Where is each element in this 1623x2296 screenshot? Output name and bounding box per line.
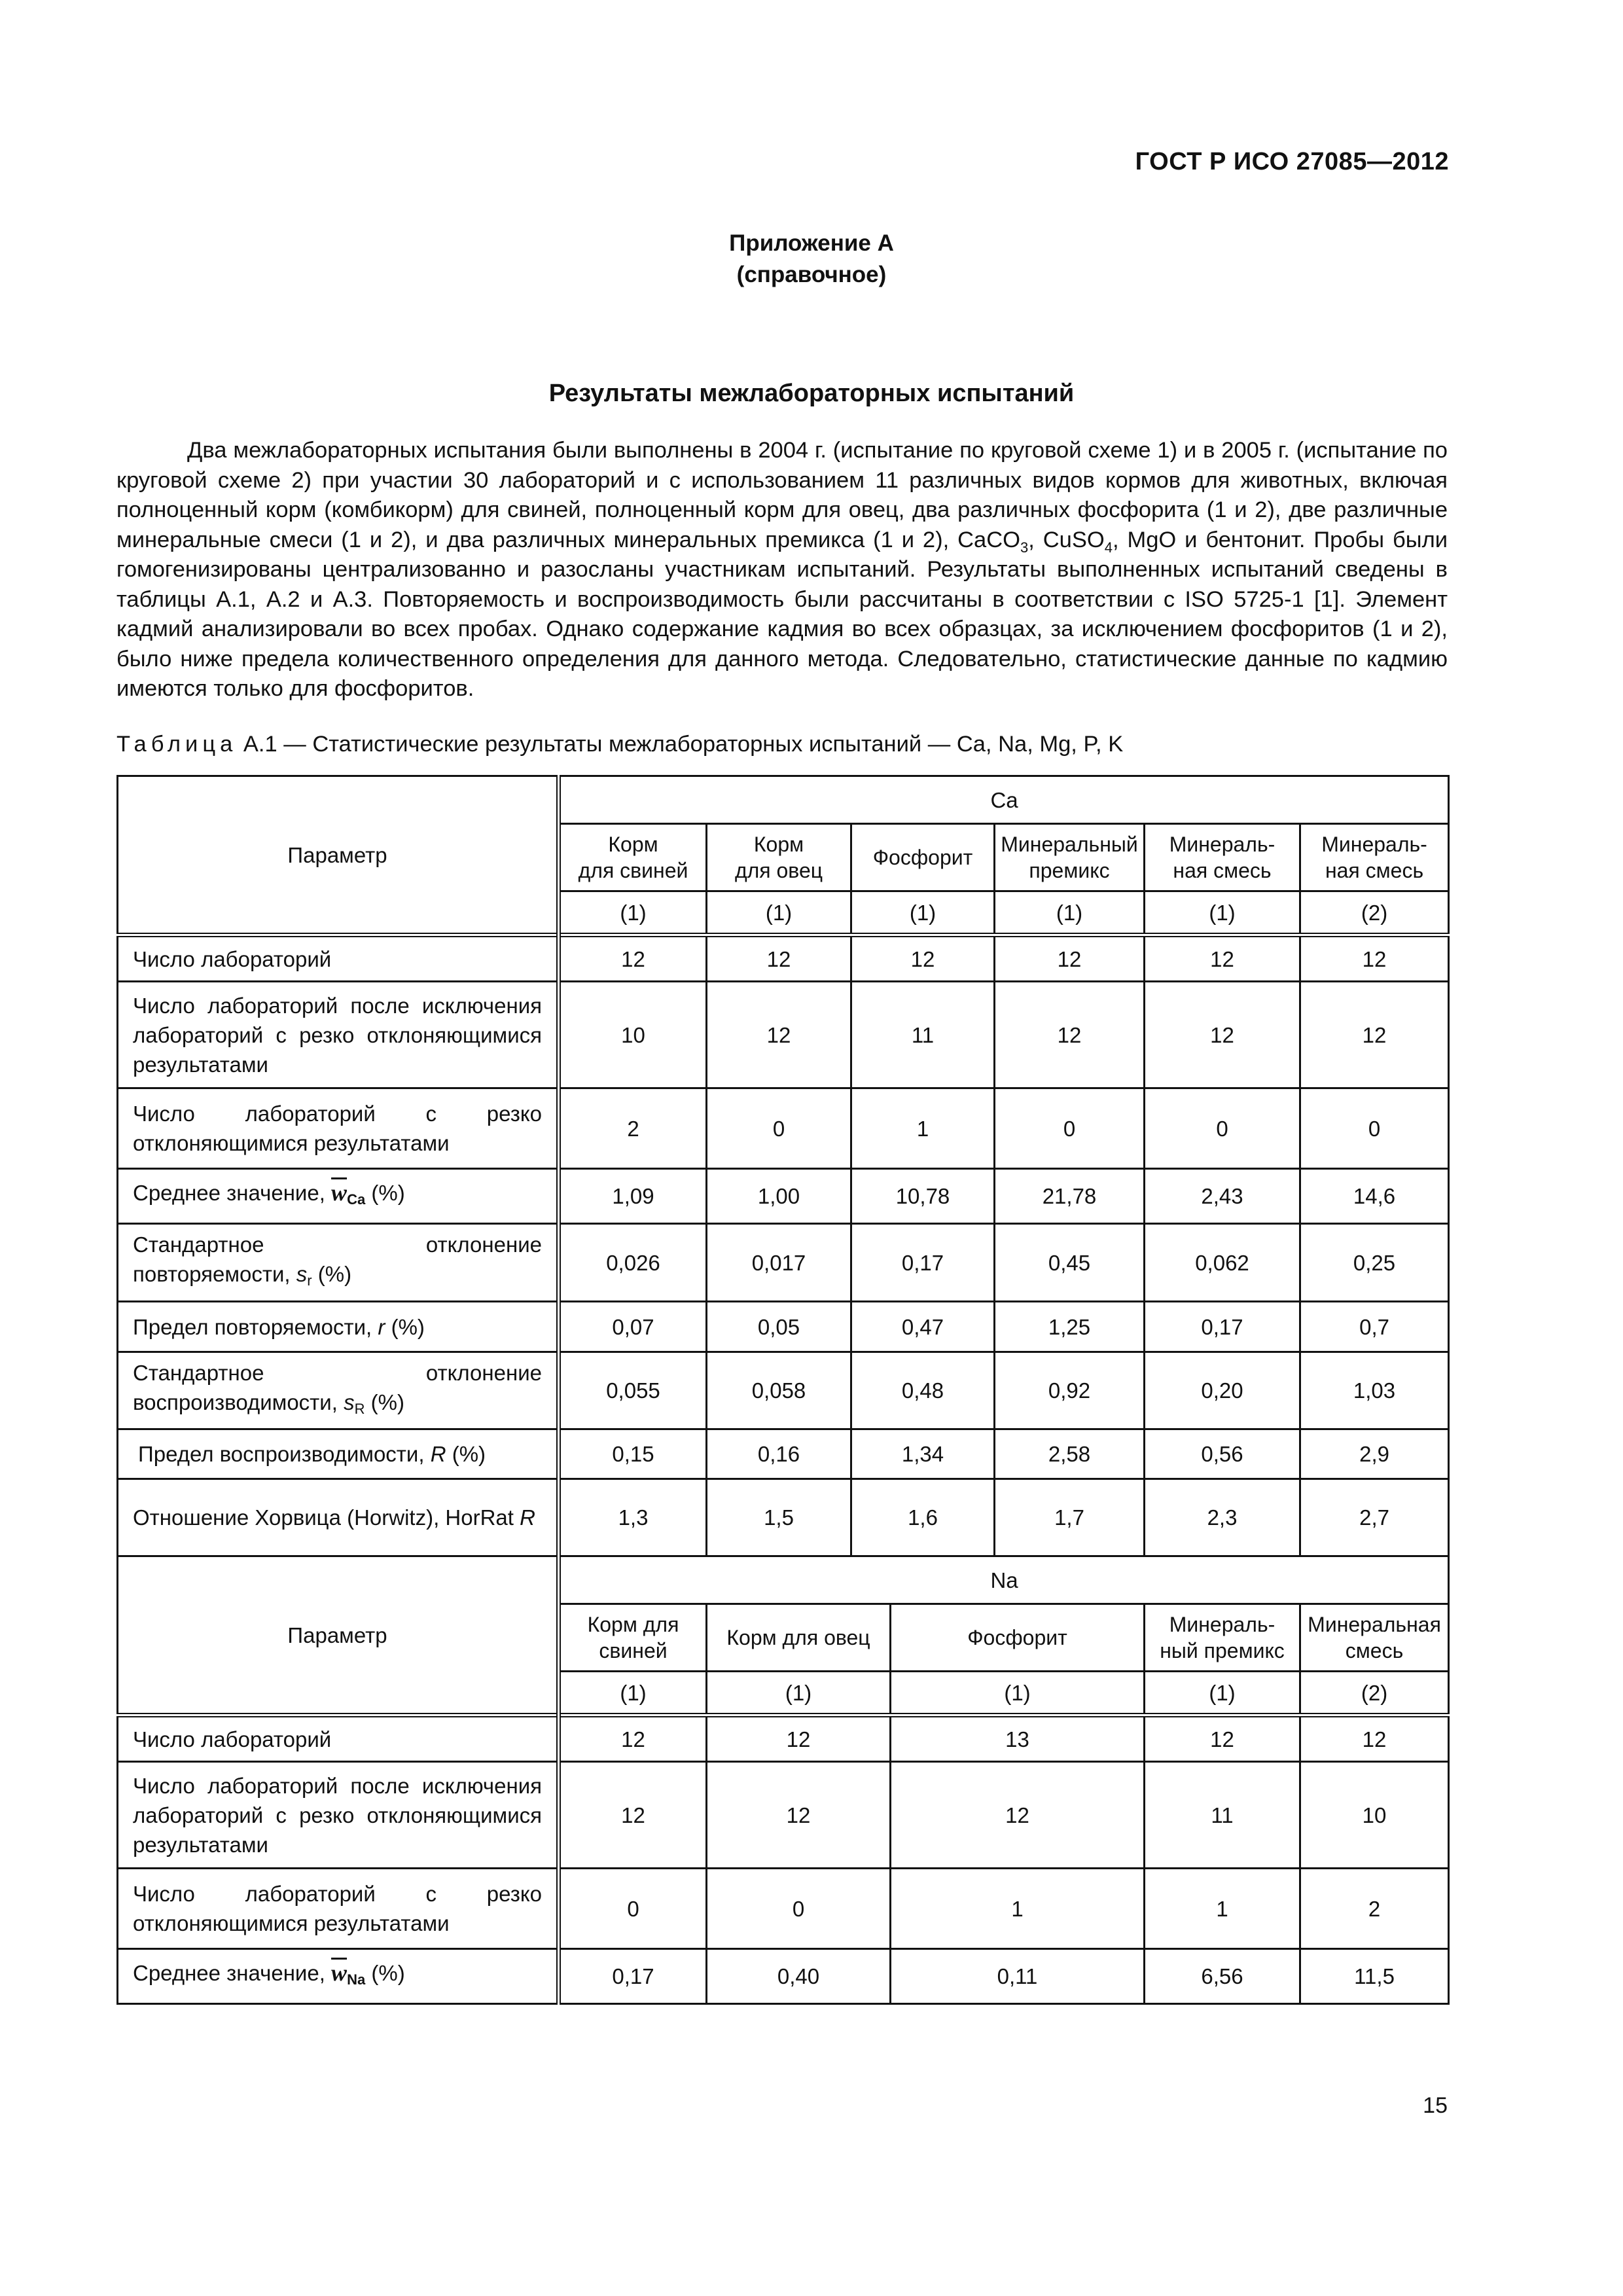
row-label: Стандартное отклонение повторяемости, sr (%)	[118, 1224, 559, 1302]
na-scheme-cell: (1)	[1145, 1672, 1300, 1715]
cell: 0,07	[559, 1302, 707, 1352]
results-table-wrapper	[116, 775, 1448, 2005]
na-col-header: Минераль- ный премикс	[1145, 1604, 1300, 1672]
cell: 2,43	[1145, 1169, 1300, 1224]
cell: 11,5	[1300, 1949, 1449, 2004]
ca-element-header: Ca	[559, 776, 1449, 824]
cell: 12	[1300, 935, 1449, 982]
row-label: Число лабораторий	[118, 1715, 559, 1762]
cell: 1,00	[707, 1169, 851, 1224]
ca-col-header: Корм для свиней	[559, 824, 707, 891]
na-col-header: Фосфорит	[891, 1604, 1145, 1672]
cell: 12	[851, 935, 995, 982]
cell: 12	[559, 1715, 707, 1762]
row-label: Число лабораторий с резко отклоняющимися результатами	[118, 1869, 559, 1949]
results-table	[116, 775, 1450, 2005]
row-label: Число лабораторий	[118, 935, 559, 982]
section-title: Результаты межлабораторных испытаний	[548, 380, 1075, 407]
ca-col-header: Минераль- ная смесь	[1300, 824, 1449, 891]
table-row	[118, 1169, 1449, 1224]
cell: 1,6	[851, 1479, 995, 1556]
cell: 0	[1300, 1088, 1449, 1169]
na-col-header: Корм для свиней	[559, 1604, 707, 1672]
cell: 12	[1145, 982, 1300, 1088]
table-row	[118, 1762, 1449, 1869]
cell: 1,09	[559, 1169, 707, 1224]
table-row	[118, 935, 1449, 982]
cell: 0,017	[707, 1224, 851, 1302]
cell: 1,5	[707, 1479, 851, 1556]
cell: 12	[707, 1715, 891, 1762]
na-scheme-cell: (1)	[559, 1672, 707, 1715]
cell: 1,25	[995, 1302, 1145, 1352]
cell: 0,062	[1145, 1224, 1300, 1302]
param-header: Параметр	[118, 776, 559, 935]
table-row	[118, 1949, 1449, 2004]
cell: 0,17	[559, 1949, 707, 2004]
page-number: 15	[1423, 2093, 1448, 2118]
table-row	[118, 1224, 1449, 1302]
row-label: Число лабораторий после исключения лабораторий с резко отклоняющимися результатами	[118, 982, 559, 1088]
table-caption: Таблица А.1 — Статистические результаты межлабораторных испытаний — Ca, Na, Mg, P, K	[116, 732, 1124, 757]
annex-kind: (справочное)	[736, 262, 887, 287]
ca-scheme-cell: (1)	[1145, 891, 1300, 935]
row-label: Среднее значение, $\overline{w}_{Na}$ (%)	[118, 1949, 559, 2004]
cell: 0,56	[1145, 1429, 1300, 1479]
ca-col-header: Корм для овец	[707, 824, 851, 891]
ca-col-header: Фосфорит	[851, 824, 995, 891]
row-label: Стандартное отклонение воспроизводимости, sR (%)	[118, 1352, 559, 1429]
cell: 2,58	[995, 1429, 1145, 1479]
cell: 1	[851, 1088, 995, 1169]
cell: 0	[559, 1869, 707, 1949]
cell: 0,7	[1300, 1302, 1449, 1352]
cell: 0,15	[559, 1429, 707, 1479]
ca-scheme-cell: (1)	[559, 891, 707, 935]
cell: 2	[1300, 1869, 1449, 1949]
cell: 10	[559, 982, 707, 1088]
annex-title: Приложение А	[729, 230, 894, 256]
cell: 0,11	[891, 1949, 1145, 2004]
cell: 12	[891, 1762, 1145, 1869]
cell: 6,56	[1145, 1949, 1300, 2004]
cell: 12	[1300, 1715, 1449, 1762]
cell: 12	[1145, 935, 1300, 982]
cell: 13	[891, 1715, 1145, 1762]
cell: 0	[707, 1869, 891, 1949]
na-scheme-cell: (1)	[891, 1672, 1145, 1715]
cell: 2	[559, 1088, 707, 1169]
cell: 0,92	[995, 1352, 1145, 1429]
na-scheme-cell: (2)	[1300, 1672, 1449, 1715]
ca-element-row	[118, 776, 1449, 824]
cell: 0	[1145, 1088, 1300, 1169]
cell: 2,7	[1300, 1479, 1449, 1556]
ca-col-header: Минеральный премикс	[995, 824, 1145, 891]
table-row	[118, 1869, 1449, 1949]
table-row	[118, 1479, 1449, 1556]
table-row	[118, 1088, 1449, 1169]
ca-col-header: Минераль- ная смесь	[1145, 824, 1300, 891]
table-row	[118, 1302, 1449, 1352]
cell: 12	[707, 935, 851, 982]
cell: 12	[1145, 1715, 1300, 1762]
ca-scheme-cell: (2)	[1300, 891, 1449, 935]
na-col-header: Минеральная смесь	[1300, 1604, 1449, 1672]
cell: 0,40	[707, 1949, 891, 2004]
cell: 2,3	[1145, 1479, 1300, 1556]
na-col-header: Корм для овец	[707, 1604, 891, 1672]
ca-scheme-cell: (1)	[707, 891, 851, 935]
row-label: Число лабораторий после исключения лабораторий с резко отклоняющимися результатами	[118, 1762, 559, 1869]
cell: 0,05	[707, 1302, 851, 1352]
cell: 12	[707, 1762, 891, 1869]
cell: 10,78	[851, 1169, 995, 1224]
cell: 11	[1145, 1762, 1300, 1869]
intro-paragraph: Два межлабораторных испытания были выполнены в 2004 г. (испытание по круговой схеме 1) и в 2005 г. (испытание по круговой схеме 2) при участии 30 лабораторий и с использованием 11 различных видов кормов для животных, включая полноценный корм (комбикорм) для свиней, полноценный корм для овец, два различных фосфорита (1 и 2), две различные минеральные смеси (1 и 2), и два различных минеральных премикса (1 и 2), CaCO$_3$, CuSO$_4$, MgO и бентонит. Пробы были гомогенизированы централизованно и разосланы участникам испытаний. Результаты выполненных испытаний сведены в таблицы А.1, А.2 и А.3. Повторяемость и воспроизводимость были рассчитаны в соответствии с ISO 5725-1 [1]. Элемент кадмий анализировали во всех пробах. Однако содержание кадмия во всех образцах, за исключением фосфоритов (1 и 2), было ниже предела количественного определения для данного метода. Следовательно, статистические данные по кадмию имеются только для фосфоритов.	[116, 438, 1448, 701]
cell: 2,9	[1300, 1429, 1449, 1479]
cell: 0,055	[559, 1352, 707, 1429]
ca-scheme-cell: (1)	[851, 891, 995, 935]
table-row	[118, 982, 1449, 1088]
cell: 12	[707, 982, 851, 1088]
cell: 1	[1145, 1869, 1300, 1949]
cell: 1	[891, 1869, 1145, 1949]
cell: 0,47	[851, 1302, 995, 1352]
table-row	[118, 1715, 1449, 1762]
ca-scheme-cell: (1)	[995, 891, 1145, 935]
cell: 0	[995, 1088, 1145, 1169]
cell: 10	[1300, 1762, 1449, 1869]
cell: 0,16	[707, 1429, 851, 1479]
cell: 12	[995, 982, 1145, 1088]
cell: 1,7	[995, 1479, 1145, 1556]
cell: 0,25	[1300, 1224, 1449, 1302]
na-element-row	[118, 1556, 1449, 1604]
cell: 0	[707, 1088, 851, 1169]
cell: 0,17	[1145, 1302, 1300, 1352]
cell: 0,20	[1145, 1352, 1300, 1429]
table-row	[118, 1429, 1449, 1479]
param-header: Параметр	[118, 1556, 559, 1715]
cell: 1,3	[559, 1479, 707, 1556]
cell: 1,34	[851, 1429, 995, 1479]
cell: 1,03	[1300, 1352, 1449, 1429]
cell: 12	[1300, 982, 1449, 1088]
row-label: Число лабораторий с резко отклоняющимися результатами	[118, 1088, 559, 1169]
table-row	[118, 1352, 1449, 1429]
row-label: Предел воспроизводимости, R (%)	[118, 1429, 559, 1479]
cell: 0,026	[559, 1224, 707, 1302]
row-label: Предел повторяемости, r (%)	[118, 1302, 559, 1352]
cell: 14,6	[1300, 1169, 1449, 1224]
cell: 12	[559, 1762, 707, 1869]
cell: 0,058	[707, 1352, 851, 1429]
row-label: Отношение Хорвица (Horwitz), HorRat R	[118, 1479, 559, 1556]
na-element-header: Na	[559, 1556, 1449, 1604]
cell: 0,48	[851, 1352, 995, 1429]
cell: 11	[851, 982, 995, 1088]
na-scheme-cell: (1)	[707, 1672, 891, 1715]
cell: 12	[995, 935, 1145, 982]
cell: 12	[559, 935, 707, 982]
cell: 0,45	[995, 1224, 1145, 1302]
cell: 21,78	[995, 1169, 1145, 1224]
annex-heading	[0, 228, 1623, 291]
cell: 0,17	[851, 1224, 995, 1302]
row-label: Среднее значение, $\overline{w}_{Ca}$ (%)	[118, 1169, 559, 1224]
standard-code: ГОСТ Р ИСО 27085—2012	[1135, 148, 1449, 175]
